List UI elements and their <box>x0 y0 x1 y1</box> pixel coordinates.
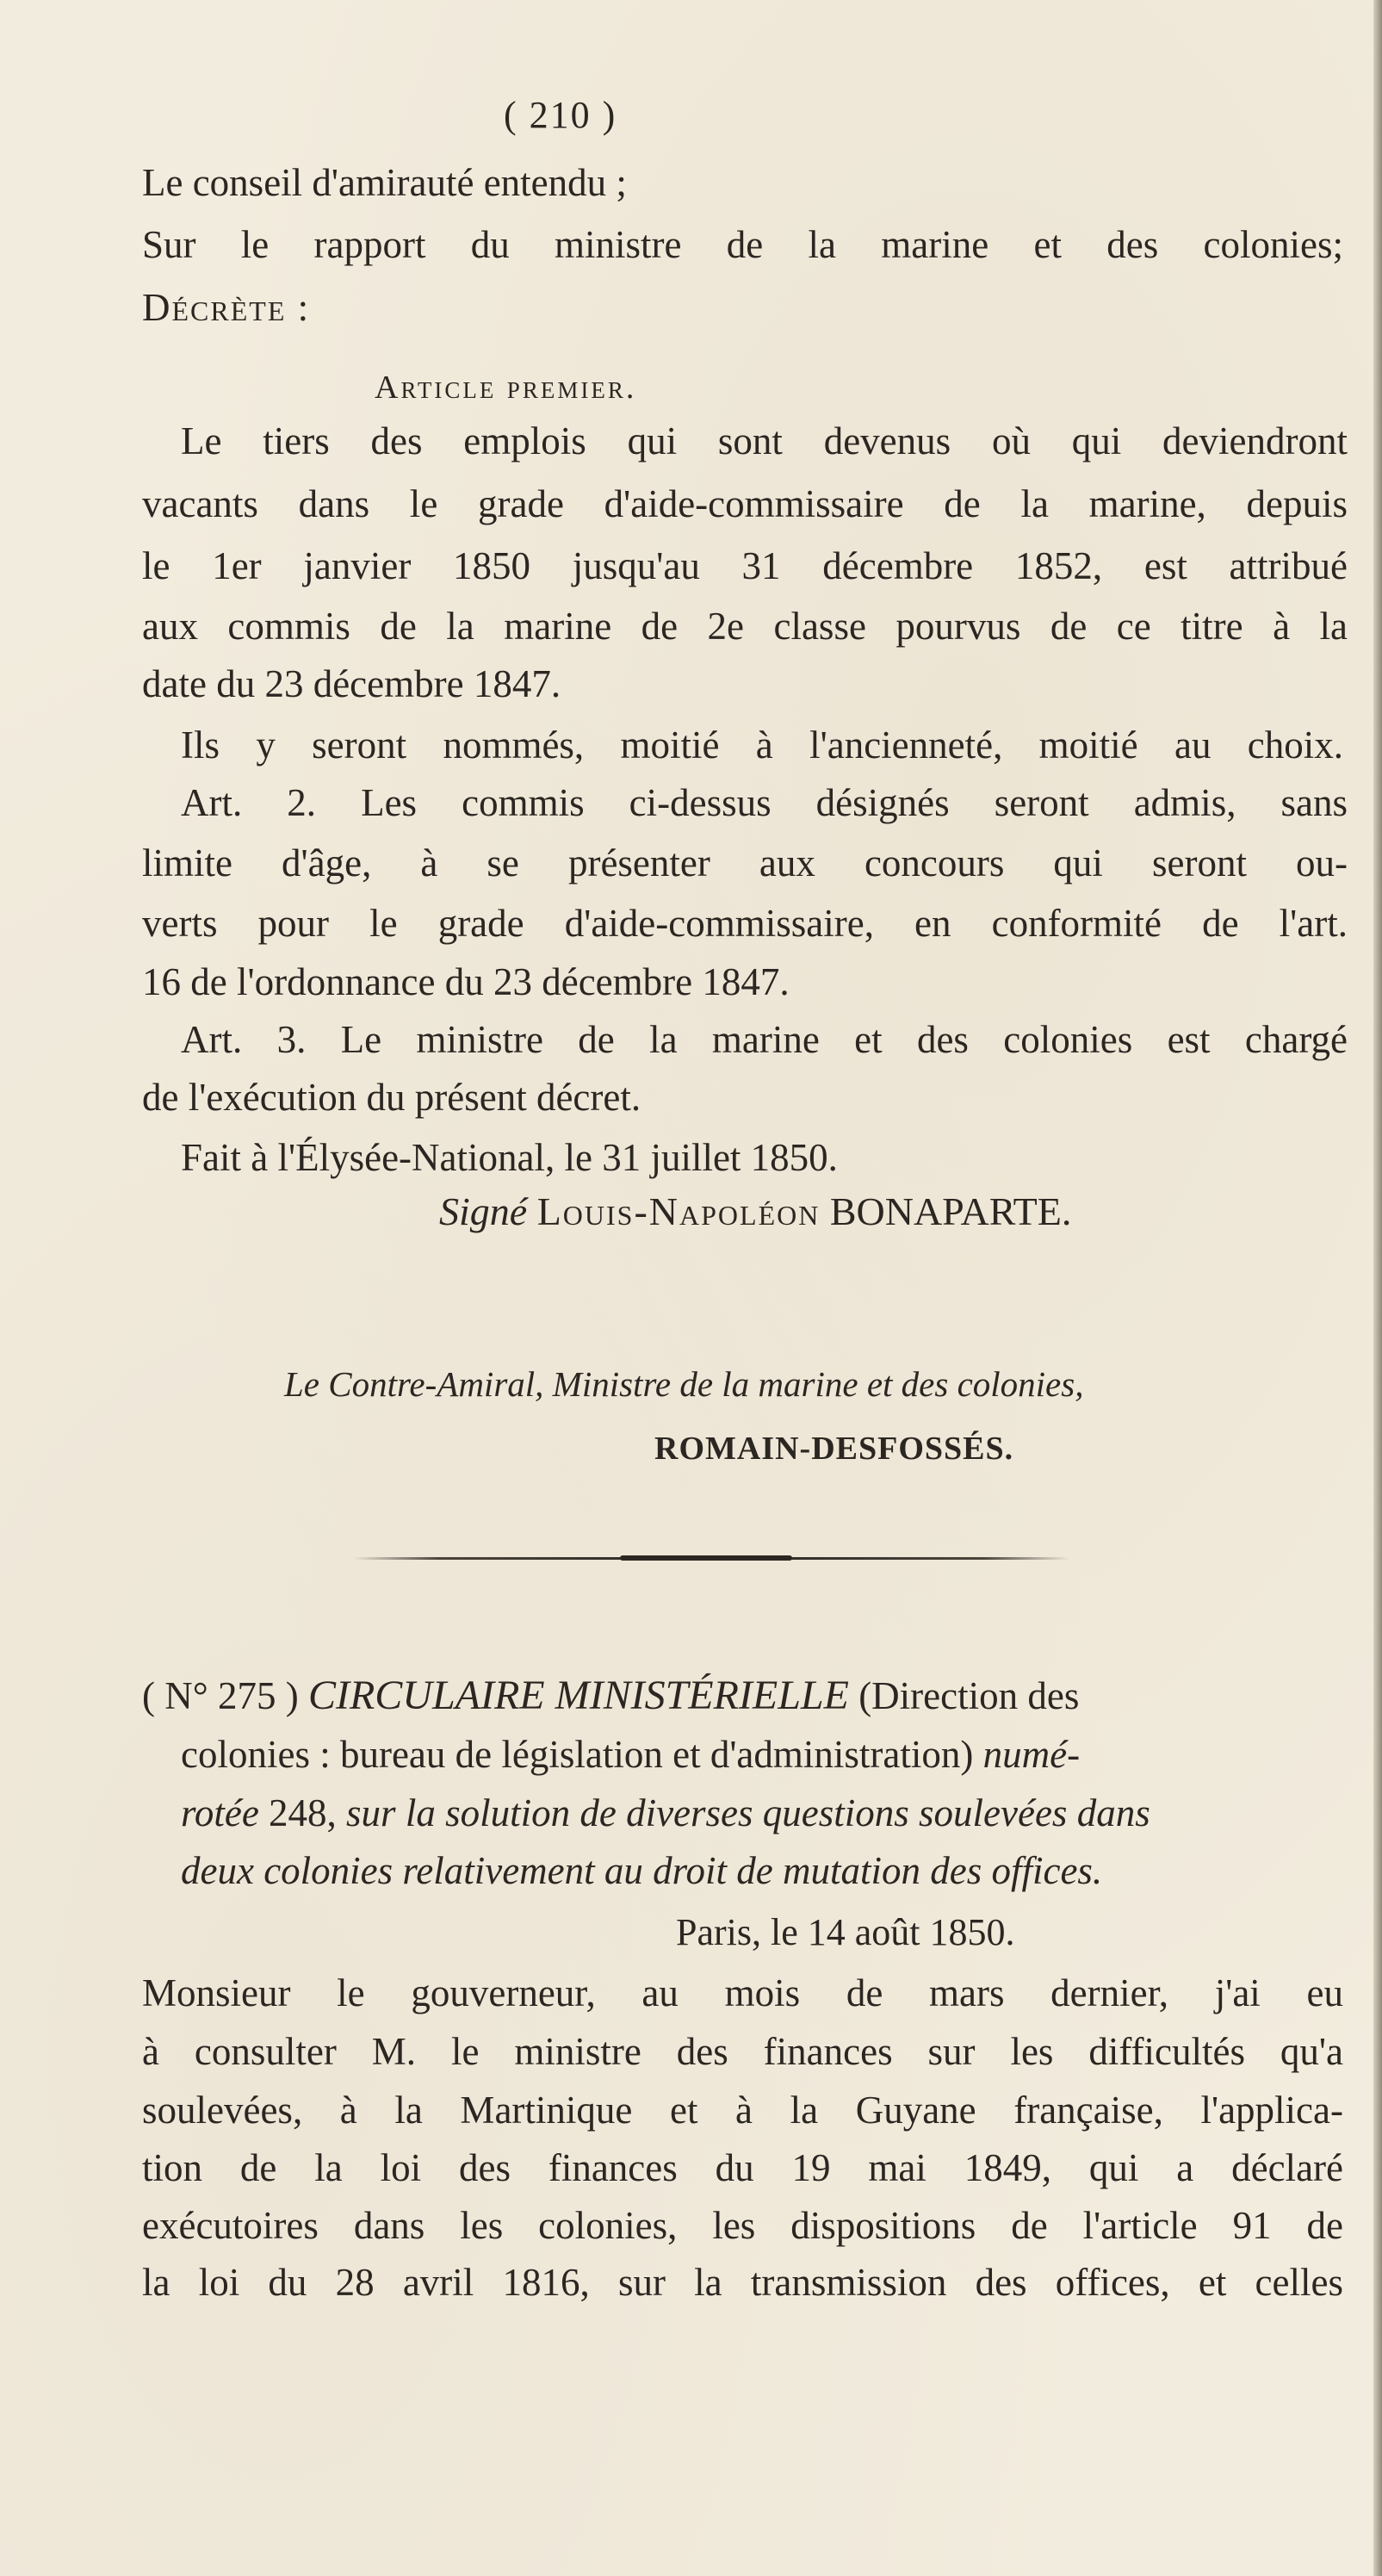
article1-line: Le tiers des emplois qui sont devenus où qui deviendront <box>181 419 1348 462</box>
article1-line: Ils y seront nommés, moitié à l'ancienneté, moitié au choix. <box>181 723 1343 767</box>
circular-rotee: rotée <box>181 1791 259 1834</box>
letter-line: à consulter M. le ministre des finances sur les difficultés qu'a <box>142 2030 1343 2073</box>
circular-number: ( N° 275 ) <box>142 1674 299 1717</box>
article2-line: limite d'âge, à se présenter aux concours qui seront ou- <box>142 841 1348 885</box>
article-heading: Article premier. <box>375 369 637 406</box>
circular-heading-line2 <box>181 1735 1348 1774</box>
signe-label: Signé <box>439 1189 528 1233</box>
article2-line: 16 de l'ordonnance du 23 décembre 1847. <box>142 960 790 1003</box>
circular-heading-line3 <box>181 1791 1348 1834</box>
circular-heading-line4: deux colonies relativement au droit de mutation des offices. <box>181 1849 1103 1892</box>
circular-subject: sur la solution de diverses questions soulevées dans <box>346 1791 1150 1834</box>
circular-numeroted: numé- <box>982 1733 1081 1776</box>
article1-line: date du 23 décembre 1847. <box>142 662 561 705</box>
circular-heading-line1 <box>142 1675 1348 1716</box>
article2-line: Art. 2. Les commis ci-dessus désignés seront admis, sans <box>181 781 1348 824</box>
decree-label: Décrète : <box>142 286 311 329</box>
article2-line: verts pour le grade d'aide-commissaire, en conformité de l'art. <box>142 902 1348 945</box>
circular-number-248: 248, <box>269 1791 337 1834</box>
letter-line: soulevées, à la Martinique et à la Guyane française, l'applica- <box>142 2089 1343 2132</box>
signature-line <box>439 1189 1071 1234</box>
done-at-line: Fait à l'Élysée-National, le 31 juillet 1850. <box>181 1136 838 1179</box>
circular-direction: (Direction des <box>858 1674 1080 1717</box>
letter-line: la loi du 28 avril 1816, sur la transmission des offices, et celles <box>142 2261 1343 2304</box>
page-edge-shadow <box>1373 0 1382 2576</box>
circular-title: CIRCULAIRE MINISTÉRIELLE <box>307 1673 849 1718</box>
letter-date: Paris, le 14 août 1850. <box>676 1911 1015 1953</box>
letter-line: Monsieur le gouverneur, au mois de mars dernier, j'ai eu <box>142 1971 1343 2014</box>
text-line-rapport: Sur le rapport du ministre de la marine et des colonies; <box>142 223 1343 266</box>
article1-line: vacants dans le grade d'aide-commissaire de la marine, depuis <box>142 482 1348 525</box>
letter-line: exécutoires dans les colonies, les dispositions de l'article 91 de <box>142 2204 1343 2247</box>
article1-line: le 1er janvier 1850 jusqu'au 31 décembre 1852, est attribué <box>142 544 1348 587</box>
article1-line: aux commis de la marine de 2e classe pourvus de ce titre à la <box>142 605 1348 648</box>
separator-rule-center <box>620 1555 792 1561</box>
countersign-name: ROMAIN-DESFOSSÉS. <box>654 1431 1014 1467</box>
article3-line: de l'exécution du présent décret. <box>142 1076 641 1119</box>
article3-line: Art. 3. Le ministre de la marine et des colonies est chargé <box>181 1018 1348 1061</box>
page-number: ( 210 ) <box>504 94 617 136</box>
signature-surname: BONAPARTE. <box>829 1189 1072 1233</box>
countersign-title: Le Contre-Amiral, Ministre de la marine et des colonies, <box>284 1364 1084 1404</box>
circular-bureau: colonies : bureau de législation et d'administration) <box>181 1733 974 1776</box>
text-line-conseil: Le conseil d'amirauté entendu ; <box>142 161 627 204</box>
letter-line: tion de la loi des finances du 19 mai 1849, qui a déclaré <box>142 2146 1343 2189</box>
signature-name: Louis-Napoléon <box>536 1189 821 1233</box>
